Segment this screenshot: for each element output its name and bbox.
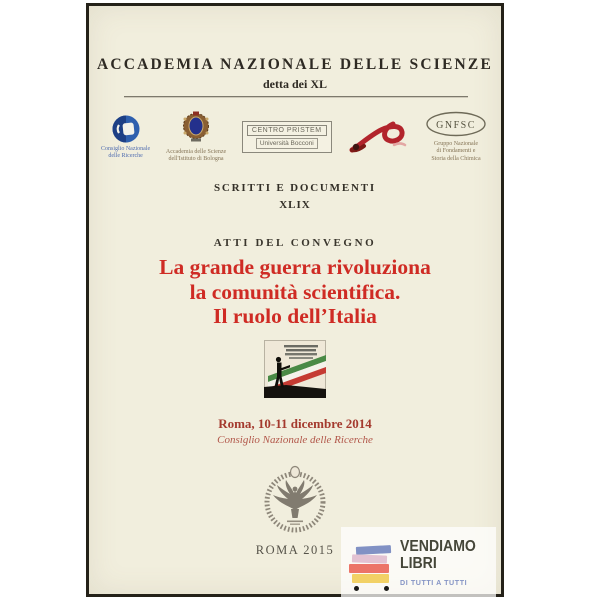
cnr-caption-line2: delle Ricerche [108, 153, 143, 159]
cart-wheel-right [384, 586, 389, 591]
gnfsc-caption-line1: Gruppo Nazionale [433, 141, 479, 148]
book-spine-pink [352, 554, 387, 563]
book-cover [86, 3, 504, 597]
cnr-icon [111, 114, 141, 144]
pristem-name: CENTRO PRISTEM [247, 125, 327, 136]
institution-logos-row [101, 105, 487, 169]
bologna-caption-line1: Accademia delle Scienze [165, 148, 227, 155]
series-title: SCRITTI E DOCUMENTI [214, 182, 376, 194]
academy-subtitle: detta dei XL [263, 77, 327, 91]
book-spine-blue [356, 545, 391, 555]
gnfsc-acronym: GNFSC [436, 120, 476, 132]
header-divider [124, 96, 468, 98]
pristem-university: Università Bocconi [256, 138, 318, 149]
book-title-line1: La grande guerra rivoluziona [159, 255, 431, 279]
cnr-logo [101, 114, 150, 160]
watermark-text [400, 533, 486, 587]
book-title-line3: Il ruolo dell’Italia [213, 304, 377, 328]
gnfsc-caption-line2: di Fondamenti e [436, 148, 476, 155]
pristem-logo [242, 121, 332, 153]
bologna-caption-line2: dell'Istituto di Bologna [168, 156, 224, 162]
event-host: Consiglio Nazionale delle Ricerche [217, 434, 373, 446]
siss-dragon-logo [347, 114, 409, 160]
watermark-line2: LIBRI [400, 555, 437, 572]
gnfsc-logo [425, 111, 487, 163]
book-title-line2: la comunità scientifica. [189, 279, 401, 304]
wwi-centenary-logo [264, 340, 326, 398]
cart-wheel-left [354, 586, 359, 591]
book-spine-red [349, 564, 389, 573]
cnr-caption-line1: Consiglio Nazionale [101, 145, 151, 152]
gnfsc-caption-line3: Storia della Chimica [431, 155, 481, 162]
academy-eagle-seal [257, 462, 333, 538]
book-cart-icon [347, 533, 395, 591]
book-spine-yellow [352, 574, 389, 583]
dragon-icon [347, 114, 409, 160]
imprint-line: ROMA 2015 [255, 543, 335, 557]
section-label: ATTI DEL CONVEGNO [213, 237, 377, 249]
series-number: XLIX [279, 199, 311, 211]
gnfsc-oval-icon [425, 111, 487, 139]
bologna-crest-icon [180, 111, 212, 147]
watermark-tagline: DI TUTTI A TUTTI [400, 578, 468, 587]
watermark-line1: VENDIAMO [400, 538, 476, 555]
book-title [89, 255, 501, 329]
academy-name: ACCADEMIA NAZIONALE DELLE SCIENZE [96, 56, 493, 73]
vendiamolibri-watermark [341, 527, 496, 597]
pristem-box [242, 121, 332, 153]
event-date: Roma, 10-11 dicembre 2014 [218, 416, 372, 431]
bologna-academy-crest [166, 111, 226, 163]
